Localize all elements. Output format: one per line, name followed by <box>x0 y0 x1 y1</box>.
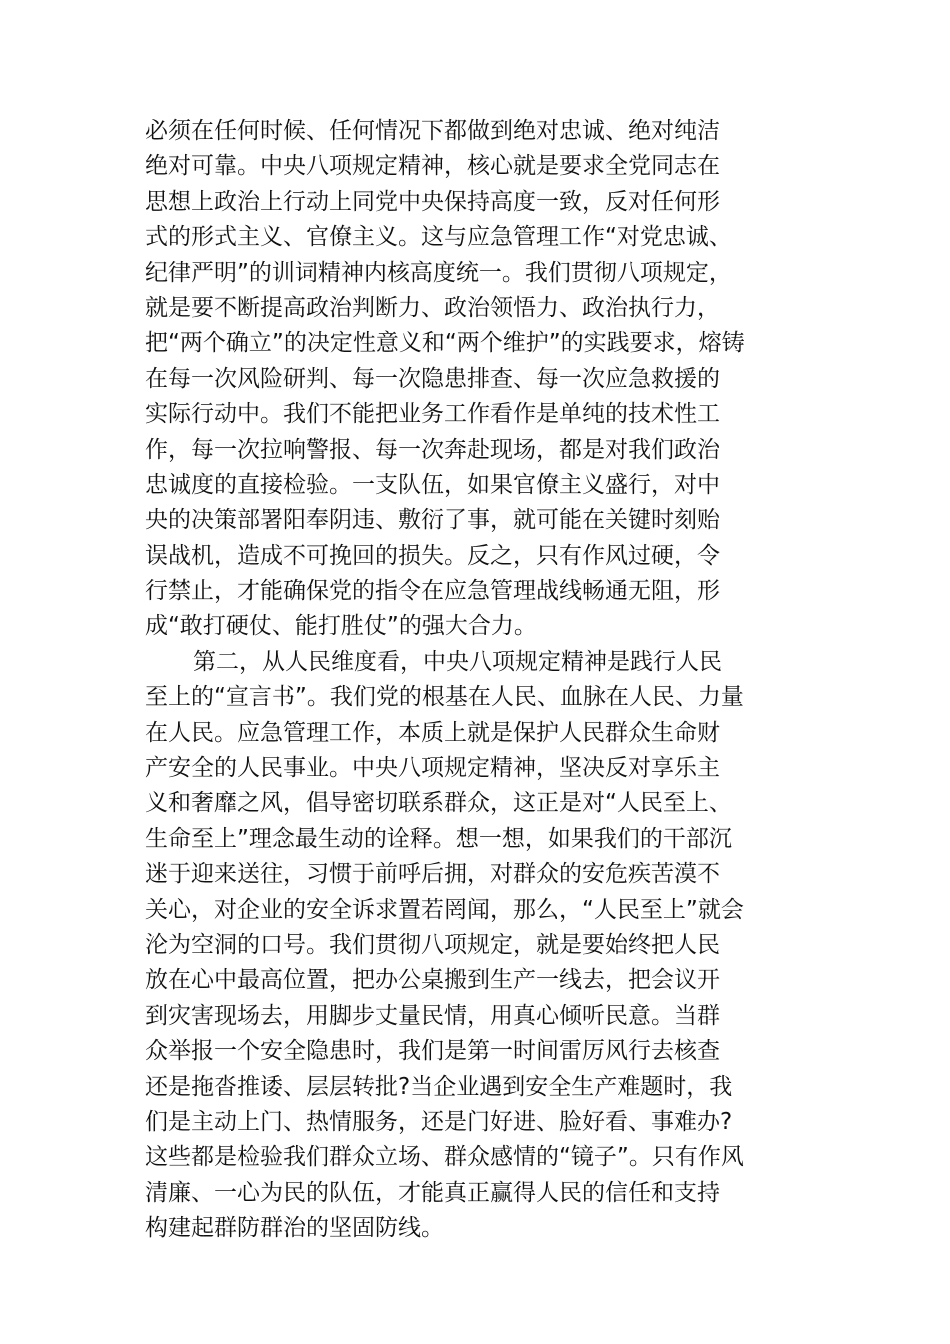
text-line: 实际行动中。我们不能把业务工作看作是单纯的技术性工 <box>145 401 720 428</box>
text-line: 在每一次风险研判、每一次隐患排查、每一次应急救援的 <box>145 365 720 392</box>
text-line: 生命至上”理念最生动的诠释。想一想，如果我们的干部沉 <box>145 825 732 852</box>
text-line: 思想上政治上行动上同党中央保持高度一致，反对任何形 <box>145 188 720 215</box>
text-line: 误战机，造成不可挽回的损失。反之，只有作风过硬，令 <box>145 542 720 569</box>
text-line: 产安全的人民事业。中央八项规定精神，坚决反对享乐主 <box>145 755 720 782</box>
text-line: 行禁止，才能确保党的指令在应急管理战线畅通无阻，形 <box>145 578 720 605</box>
text-line: 这些都是检验我们群众立场、群众感情的“镜子”。只有作风 <box>145 1144 744 1171</box>
text-line: 沦为空洞的口号。我们贯彻八项规定，就是要始终把人民 <box>145 931 720 958</box>
paragraph-start-line: 第二，从人民维度看，中央八项规定精神是践行人民 <box>193 648 722 675</box>
text-line: 式的形式主义、官僚主义。这与应急管理工作“对党忠诚、 <box>145 224 732 251</box>
text-line: 忠诚度的直接检验。一支队伍，如果官僚主义盛行，对中 <box>145 471 720 498</box>
text-line: 到灾害现场去，用脚步丈量民情，用真心倾听民意。当群 <box>145 1002 720 1029</box>
text-line: 众举报一个安全隐患时，我们是第一时间雷厉风行去核查 <box>145 1038 720 1065</box>
text-line: 义和奢靡之风，倡导密切联系群众，这正是对“人民至上、 <box>145 790 732 817</box>
text-line: 在人民。应急管理工作，本质上就是保护人民群众生命财 <box>145 719 720 746</box>
text-line: 迷于迎来送往，习惯于前呼后拥，对群众的安危疾苦漠不 <box>145 861 720 888</box>
text-line: 还是拖沓推诿、层层转批?当企业遇到安全生产难题时，我 <box>145 1073 733 1100</box>
text-line: 央的决策部署阳奉阴违、敷衍了事，就可能在关键时刻贻 <box>145 507 720 534</box>
text-line: 清廉、一心为民的队伍，才能真正赢得人民的信任和支持 <box>145 1179 720 1206</box>
text-line: 关心，对企业的安全诉求置若罔闻，那么，“人民至上”就会 <box>145 896 744 923</box>
text-line: 放在心中最高位置，把办公桌搬到生产一线去，把会议开 <box>145 967 720 994</box>
text-line: 就是要不断提高政治判断力、政治领悟力、政治执行力， <box>145 294 720 321</box>
text-line: 构建起群防群治的坚固防线。 <box>145 1215 444 1242</box>
text-line: 纪律严明”的训词精神内核高度统一。我们贯彻八项规定， <box>145 259 732 286</box>
body-text <box>145 114 810 1247</box>
text-line: 至上的“宣言书”。我们党的根基在人民、血脉在人民、力量 <box>145 684 744 711</box>
text-line: 把“两个确立”的决定性意义和“两个维护”的实践要求，熔铸 <box>145 330 745 357</box>
text-line: 作，每一次拉响警报、每一次奔赴现场，都是对我们政治 <box>145 436 720 463</box>
text-line: 必须在任何时候、任何情况下都做到绝对忠诚、绝对纯洁 <box>145 118 720 144</box>
text-line: 绝对可靠。中央八项规定精神，核心就是要求全党同志在 <box>145 153 720 180</box>
text-line: 们是主动上门、热情服务，还是门好进、脸好看、事难办? <box>145 1108 733 1135</box>
text-line: 成“敢打硬仗、能打胜仗”的强大合力。 <box>145 613 537 640</box>
